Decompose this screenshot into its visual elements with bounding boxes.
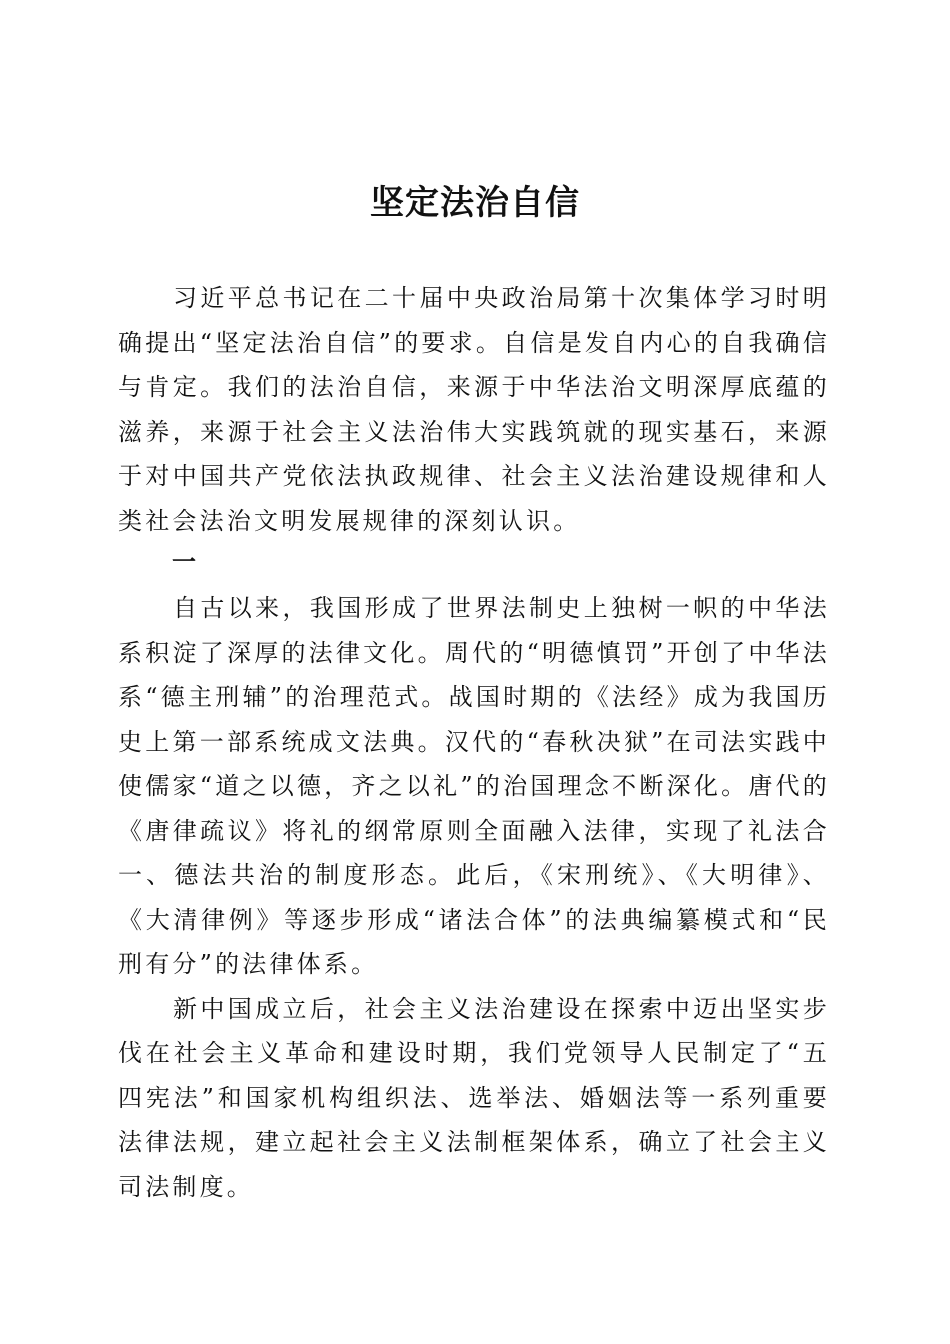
intro-block — [118, 276, 830, 543]
body-paragraph-1: 自古以来，我国形成了世界法制史上独树一帜的中华法系积淀了深厚的法律文化。周代的“明德慎罚”开创了中华法系“德主刑辅”的治理范式。战国时期的《法经》成为我国历史上第一部系统成文法典。汉代的“春秋决狱”在司法实践中使儒家“道之以德，齐之以礼”的治国理念不断深化。唐代的《唐律疏议》将礼的纲常原则全面融入法律，实现了礼法合一、德法共治的制度形态。此后，《宋刑统》、《大明律》、《大清律例》等逐步形成“诸法合体”的法典编纂模式和“民刑有分”的法律体系。 — [118, 594, 830, 978]
section-heading-one: 一 — [172, 547, 196, 576]
document-title: 坚定法治自信 — [370, 183, 580, 223]
section-one-body — [118, 586, 830, 1209]
intro-paragraph: 习近平总书记在二十届中央政治局第十次集体学习时明确提出“坚定法治自信”的要求。自信是发自内心的自我确信与肯定。我们的法治自信，来源于中华法治文明深厚底蕴的滋养，来源于社会主义法治伟大实践筑就的现实基石，来源于对中国共产党依法执政规律、社会主义法治建设规律和人类社会法治文明发展规律的深刻认识。 — [118, 284, 830, 535]
body-paragraph-2: 新中国成立后，社会主义法治建设在探索中迈出坚实步伐在社会主义革命和建设时期，我们党领导人民制定了“五四宪法”和国家机构组织法、选举法、婚姻法等一系列重要法律法规，建立起社会主义法制框架体系，确立了社会主义司法制度。 — [118, 994, 830, 1201]
